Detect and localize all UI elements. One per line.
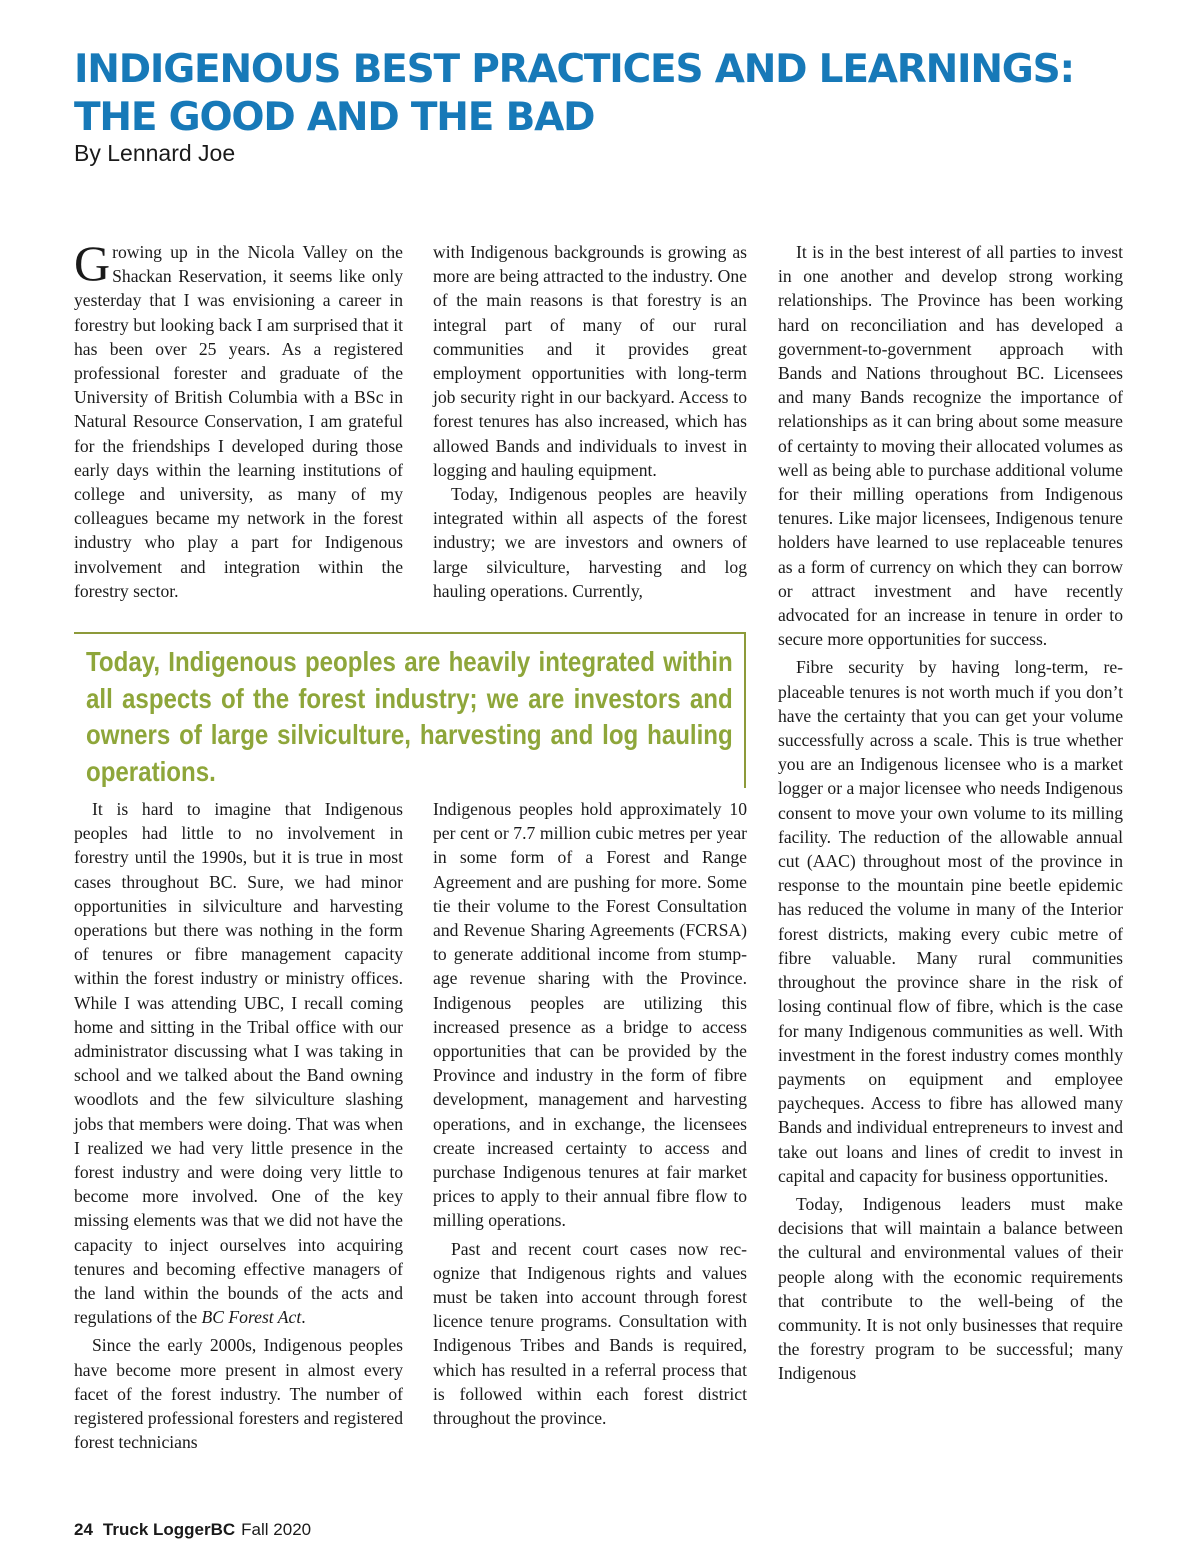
title-line-2: THE GOOD AND THE BAD [74,95,595,140]
pull-quote [74,632,746,788]
column-2-top [433,240,747,603]
paragraph: Indigenous peoples hold approximately 10 per cent or 7.7 million cubic metres per year in some form of a Forest and Range Agreement and are pushing for more. Some tie their volume to the Forest Consultation and Revenue Sharing Agreements (FCRSA) to generate additional income from stumpage revenue sharing with the Province. Indigenous peoples are utilizing this increased presence as a bridge to access opportunities that can be provided by the Province and industry in the form of fibre development, management and harvesting operations, and in exchange, the licensees create increased certainty to access and purchase Indigenous tenures at fair market prices to apply to their annual fibre flow to milling operations. [433,799,747,1231]
page-footer [74,1520,311,1540]
paragraph: It is in the best interest of all parties to invest in one another and develop strong working relationships. The Province has been working hard on reconciliation and has developed a government-to-government approach with Bands and Nations throughout BC. Licensees and many Bands recognize the importance of relationships as it can bring about some measure of certainty to moving their allocated volumes as well as being able to purchase additional volume for their milling operations from Indigenous tenures. Like major licensees, Indigenous tenure holders have learned to use replaceable tenures as a form of currency on which they can borrow or attract investment and have recently advocated for an increase in tenure in order to secure more opportunities for success. [778,242,1123,650]
column-2-bottom [433,797,747,1430]
paragraph: Today, Indigenous leaders must make decisions that will maintain a balance between the cultural and environmental values of their people along with the economic requirements that contribute to the well-being of the community. It is not only businesses that require the forestry program to be successful; many Indigenous [778,1193,1123,1384]
paragraph-end: . [301,1307,306,1328]
drop-cap: G [74,235,111,291]
paragraph: Fibre security by having long-term, replaceable tenures is not worth much if you don’t have the certainty that you can get your volume successfully across a scale. This is true whether you are an Indigenous licensee who is a market logger or a major licensee who needs Indigenous consent to move your own volume to its milling facility. The reduction of the allowable annual cut (AAC) throughout most of the province in response to the mountain pine beetle epidemic has reduced the volume in many of the Interior forest districts, making every cubic metre of fibre valuable. Many rural communities throughout the province share in the risk of losing continual flow of fibre, which is the case for many Indigenous communities as well. With investment in the forest industry comes monthly payments on equipment and employee paycheques. Access to fibre has allowed many Bands and individual entrepreneurs to invest and take out loans and lines of credit to invest in capital and capacity for business opportunities. [778,657,1123,1186]
paragraph: Past and recent court cases now recognize that Indigenous rights and values must be taken into account through forest licence tenure programs. Consultation with Indigenous Tribes and Bands is required, which has resulted in a referral process that is followed within each forest district throughout the province. [433,1238,747,1429]
paragraph: Today, Indigenous peoples are heavily integrated within all aspects of the forest industry; we are investors and owners of large silviculture, harvesting and log hauling operations. Currently, [433,484,747,601]
column-3 [778,240,1123,1386]
title-line-1: INDIGENOUS BEST PRACTICES AND LEARNINGS: [74,47,1074,92]
paragraph: with Indigenous backgrounds is growing as more are being attracted to the industry. One of the main reasons is that forestry is an integral part of many of our rural communities and it provides great employment opportunities with long-term job security right in our backyard. Access to forest tenures has also increased, which has allowed Bands and individuals to invest in logging and hauling equipment. [433,242,747,480]
page-number: 24 [74,1520,93,1539]
magazine-name: Truck LoggerBC [102,1520,236,1539]
act-name: BC Forest Act [201,1307,302,1328]
column-1-top [74,235,403,603]
article-title [74,46,1134,142]
pull-quote-text: Today, Indigenous peoples are heavily integrated within all aspects of the forest industry; we are investors and owners of large silviculture, harvesting and log hauling operations. [86,646,733,787]
column-1-bottom [74,797,403,1454]
paragraph [74,797,403,1329]
paragraph-text: rowing up in the Nicola Valley on the Shackan Reservation, it seems like only yesterday that I was envisioning a career in forestry but looking back I am surprised that it has been over 25 years. As a registered professional forester and graduate of the University of British Columbia with a BSc in Natural Resource Conservation, I am grateful for the friendships I developed during those early days within the learning institutions of college and university, as many of my colleagues became my network in the forest industry who play a part for Indigenous involvement and integration within the forestry sector. [74,242,403,601]
paragraph: Since the early 2000s, Indigenous peoples have become more present in almost every facet of the forest industry. The number of registered professional foresters and registered forest technicians [74,1335,403,1453]
issue-date: Fall 2020 [241,1520,312,1539]
paragraph-text: It is hard to imagine that Indigenous peoples had little to no involvement in forestry until the 1990s, but it is true in most cases throughout BC. Sure, we had minor opportunities in silviculture and harvesting operations but there was nothing in the form of tenures or fibre management capacity within the forest industry or ministry offices. While I was attending UBC, I recall coming home and sitting in the Tribal office with our administrator discussing what I was taking in school and we talked about the Band owning woodlots and the few silviculture slashing jobs that members were doing. That was when I realized we had very little presence in the forest industry and were doing very little to become more involved. One of the key missing elements was that we did not have the capacity to inject ourselves into acquiring tenures and becoming effective managers of the land within the bounds of the acts and regulations of the [74,799,403,1328]
byline: By Lennard Joe [74,140,236,166]
paragraph [74,235,403,603]
